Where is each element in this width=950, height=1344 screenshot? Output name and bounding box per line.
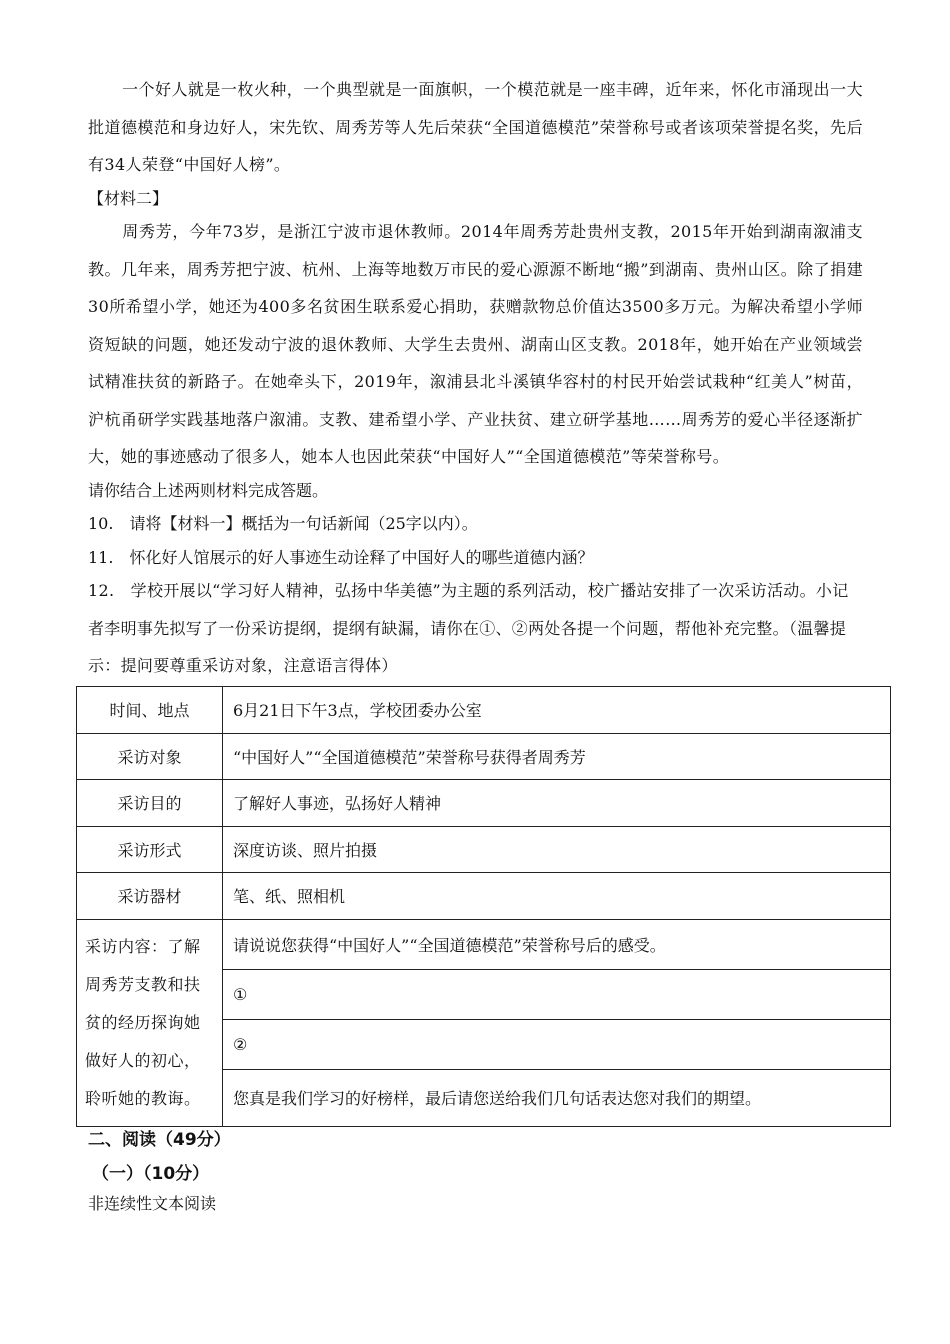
interview-outline-table (76, 686, 891, 1127)
question-11: 11. 怀化好人馆展示的好人事迹生动诠释了中国好人的哪些道德内涵？ (88, 548, 594, 567)
row-label-purpose: 采访目的 (77, 780, 223, 827)
row-label-equipment: 采访器材 (77, 873, 223, 920)
reading-type: 非连续性文本阅读 (88, 1194, 217, 1213)
row-label-format: 采访形式 (77, 826, 223, 873)
content-blank-1[interactable]: ① (223, 969, 891, 1019)
row-value-time-place: 6月21日下午3点，学校团委办公室 (223, 687, 891, 734)
table-row (77, 687, 891, 734)
row-value-equipment: 笔、纸、照相机 (223, 873, 891, 920)
question-12: 12. 学校开展以“学习好人精神，弘扬中华美德”为主题的系列活动，校广播站安排了一次采访活动。小记者李明事先拟写了一份采访提纲，提纲有缺漏，请你在①、②两处各提一个问题，帮他补充完整。（温馨提示：提问要尊重采访对象，注意语言得体） (88, 581, 849, 675)
row-value-interviewee: “中国好人”“全国道德模范”荣誉称号获得者周秀芳 (223, 733, 891, 780)
instruction-line: 请你结合上述两则材料完成答题。 (88, 481, 329, 500)
material2-paragraph: 周秀芳，今年73岁，是浙江宁波市退休教师。2014年周秀芳赴贵州支教，2015年开始到湖南溆浦支教。几年来，周秀芳把宁波、杭州、上海等地数万市民的爱心源源不断地“搬”到湖南、贵州山区。除了捐建30所希望小学，她还为400多名贫困生联系爱心捐助，获赠款物总价值达3500多万元。为解决希望小学师资短缺的问题，她还发动宁波的退休教师、大学生去贵州、湖南山区支教。2018年，她开始在产业领域尝试精准扶贫的新路子。在她牵头下，2019年，溆浦县北斗溪镇华容村的村民开始尝试栽种“红美人”树苗，沪杭甬研学实践基地落户溆浦。支教、建希望小学、产业扶贫、建立研学基地……周秀芳的爱心半径逐渐扩大，她的事迹感动了很多人，她本人也因此荣获“中国好人”“全国道德模范”等荣誉称号。 (88, 222, 863, 466)
material1-paragraph: 一个好人就是一枚火种，一个典型就是一面旗帜，一个模范就是一座丰碑，近年来，怀化市涌现出一大批道德模范和身边好人，宋先钦、周秀芳等人先后荣获“全国道德模范”荣誉称号或者该项荣誉提名奖，先后有34人荣登“中国好人榜”。 (88, 80, 863, 174)
table-row (77, 873, 891, 920)
content-question-feelings: 请说说您获得“中国好人”“全国道德模范”荣誉称号后的感受。 (223, 919, 891, 969)
material2-title: 【材料二】 (88, 189, 169, 208)
row-value-purpose: 了解好人事迹，弘扬好人精神 (223, 780, 891, 827)
content-question-expectation: 您真是我们学习的好榜样，最后请您送给我们几句话表达您对我们的期望。 (223, 1069, 891, 1126)
section-heading: 二、阅读（49分） (88, 1130, 231, 1150)
row-label-time-place: 时间、地点 (77, 687, 223, 734)
content-blank-2[interactable]: ② (223, 1019, 891, 1069)
table-row (77, 826, 891, 873)
question-10: 10. 请将【材料一】概括为一句话新闻（25字以内）。 (88, 514, 478, 533)
table-row (77, 919, 891, 969)
subsection-heading: （一）（10分） (92, 1164, 210, 1184)
table-row (77, 733, 891, 780)
row-value-format: 深度访谈、照片拍摄 (223, 826, 891, 873)
row-label-interviewee: 采访对象 (77, 733, 223, 780)
table-row (77, 780, 891, 827)
content-label: 采访内容：了解周秀芳支教和扶贫的经历探询她做好人的初心，聆听她的教诲。 (77, 919, 223, 1126)
